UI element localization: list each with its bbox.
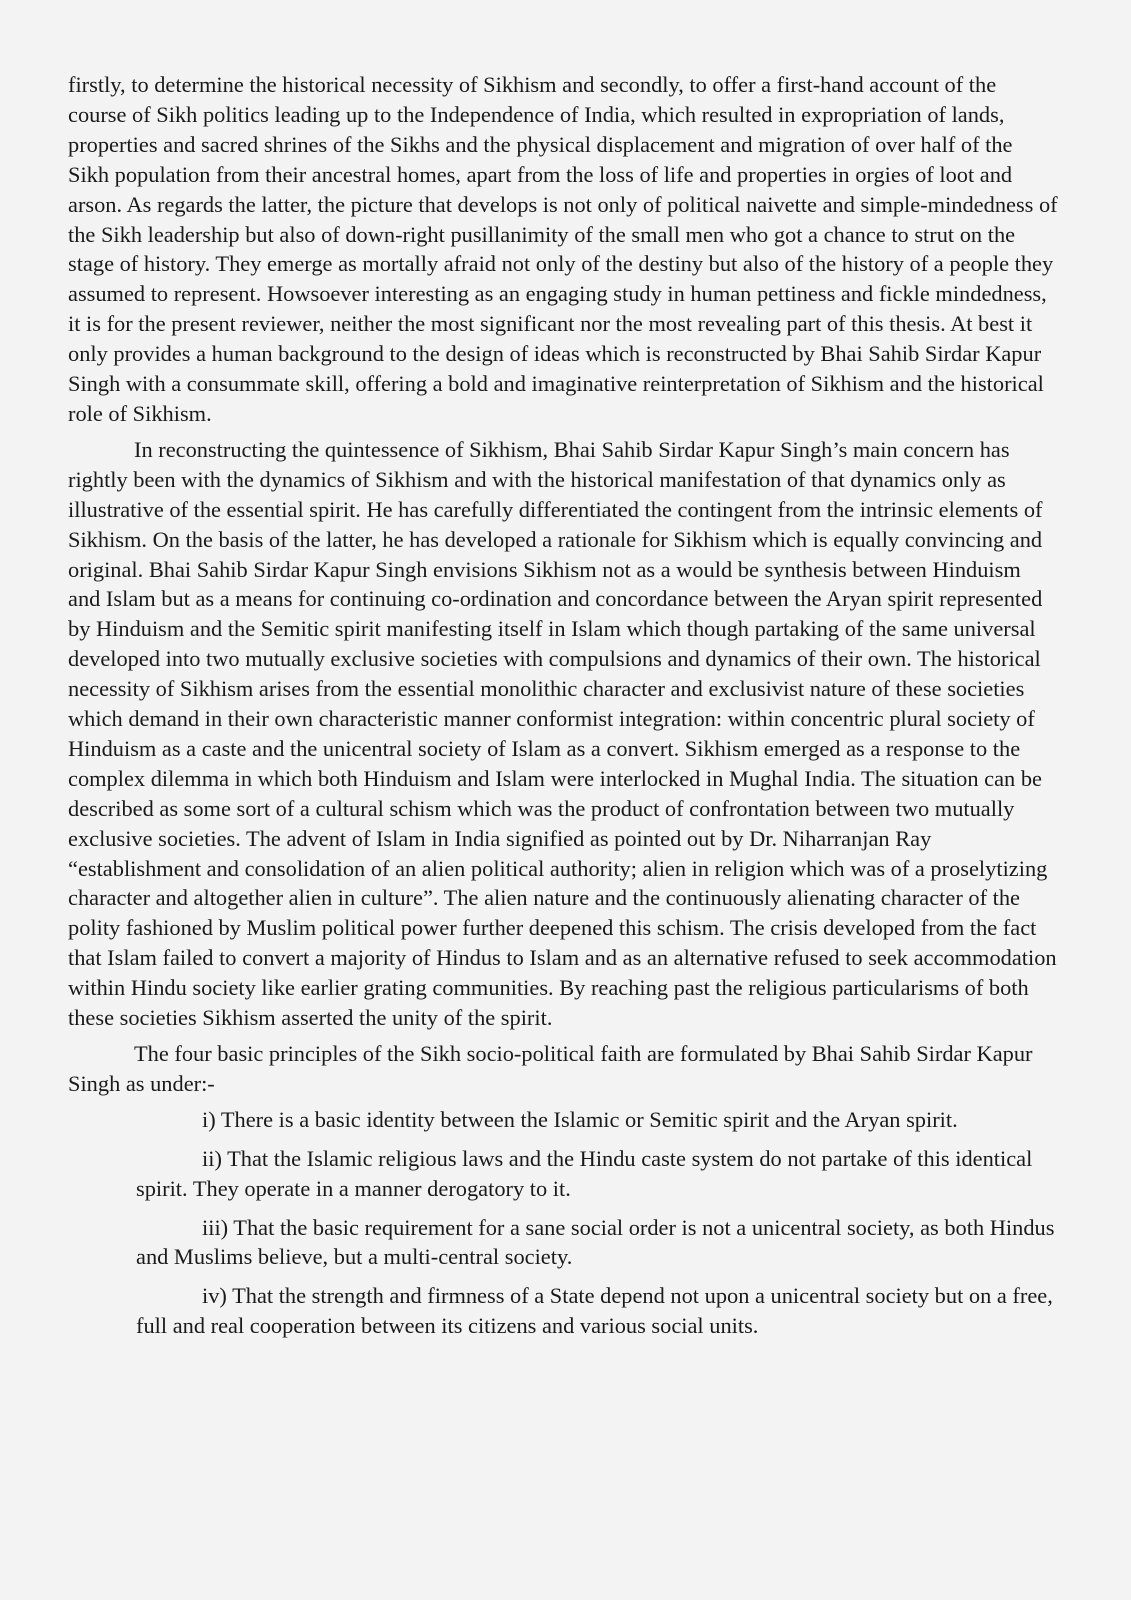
principle-item-2: ii) That the Islamic religious laws and the Hindu caste system do not partake of this identical spirit. They operate in a manner derogatory to it. bbox=[136, 1145, 1033, 1201]
paragraph-2: In reconstructing the quintessence of Sikhism, Bhai Sahib Sirdar Kapur Singh’s main concern has rightly been with the dynamics of Sikhism and with the historical manifestation of that dynamics only as illustrative of the essential spirit. He has carefully differentiated the contingent from the intrinsic elements of Sikhism. On the basis of the latter, he has developed a rationale for Sikhism which is equally convincing and original. Bhai Sahib Sirdar Kapur Singh envisions Sikhism not as a would be synthesis between Hinduism and Islam but as a means for continuing co-ordination and concordance between the Aryan spirit represented by Hinduism and the Semitic spirit manifesting itself in Islam which though partaking of the same universal developed into two mutually exclusive societies with compulsions and dynamics of their own. The historical necessity of Sikhism arises from the essential monolithic character and exclusivist nature of these societies which demand in their own characteristic manner conformist integration: within concentric plural society of Hinduism as a caste and the unicentral society of Islam as a convert. Sikhism emerged as a response to the complex dilemma in which both Hinduism and Islam were interlocked in Mughal India. The situation can be described as some sort of a cultural schism which was the product of confrontation between two mutually exclusive societies. The advent of Islam in India signified as pointed out by Dr. Niharranjan Ray “establishment and consolidation of an alien political authority; alien in religion which was of a proselytizing character and altogether alien in culture”. The alien nature and the continuously alienating character of the polity fashioned by Muslim political power further deepened this schism. The crisis developed from the fact that Islam failed to convert a majority of Hindus to Islam and as an alternative refused to seek accommodation within Hindu society like earlier grating communities. By reaching past the religious particularisms of both these societies Sikhism asserted the unity of the spirit. bbox=[68, 436, 1057, 1031]
principle-item-3: iii) That the basic requirement for a sane social order is not a unicentral society, as both Hindus and Muslims believe, but a multi-central society. bbox=[136, 1214, 1055, 1270]
principle-item-1: i) There is a basic identity between the Islamic or Semitic spirit and the Aryan spirit. bbox=[202, 1106, 958, 1132]
body-text bbox=[68, 70, 1058, 1350]
paragraph-3: The four basic principles of the Sikh socio-political faith are formulated by Bhai Sahib Sirdar Kapur Singh as under:- bbox=[68, 1041, 1033, 1096]
principle-item-4: iv) That the strength and firmness of a State depend not upon a unicentral society but on a free, full and real cooperation between its citizens and various social units. bbox=[136, 1283, 1053, 1339]
paragraph-1: firstly, to determine the historical necessity of Sikhism and secondly, to offer a first-hand account of the course of Sikh politics leading up to the Independence of India, which resulted in expropriation of lands, properties and sacred shrines of the Sikhs and the physical displacement and migration of over half of the Sikh population from their ancestral homes, apart from the loss of life and properties in orgies of loot and arson. As regards the latter, the picture that develops is not only of political naivette and simple-mindedness of the Sikh leadership but also of down-right pusillanimity of the small men who got a chance to strut on the stage of history. They emerge as mortally afraid not only of the destiny but also of the history of a people they assumed to represent. Howsoever interesting as an engaging study in human pettiness and fickle mindedness, it is for the present reviewer, neither the most significant nor the most revealing part of this thesis. At best it only provides a human background to the design of ideas which is reconstructed by Bhai Sahib Sirdar Kapur Singh with a consummate skill, offering a bold and imaginative reinterpretation of Sikhism and the historical role of Sikhism. bbox=[68, 72, 1058, 426]
